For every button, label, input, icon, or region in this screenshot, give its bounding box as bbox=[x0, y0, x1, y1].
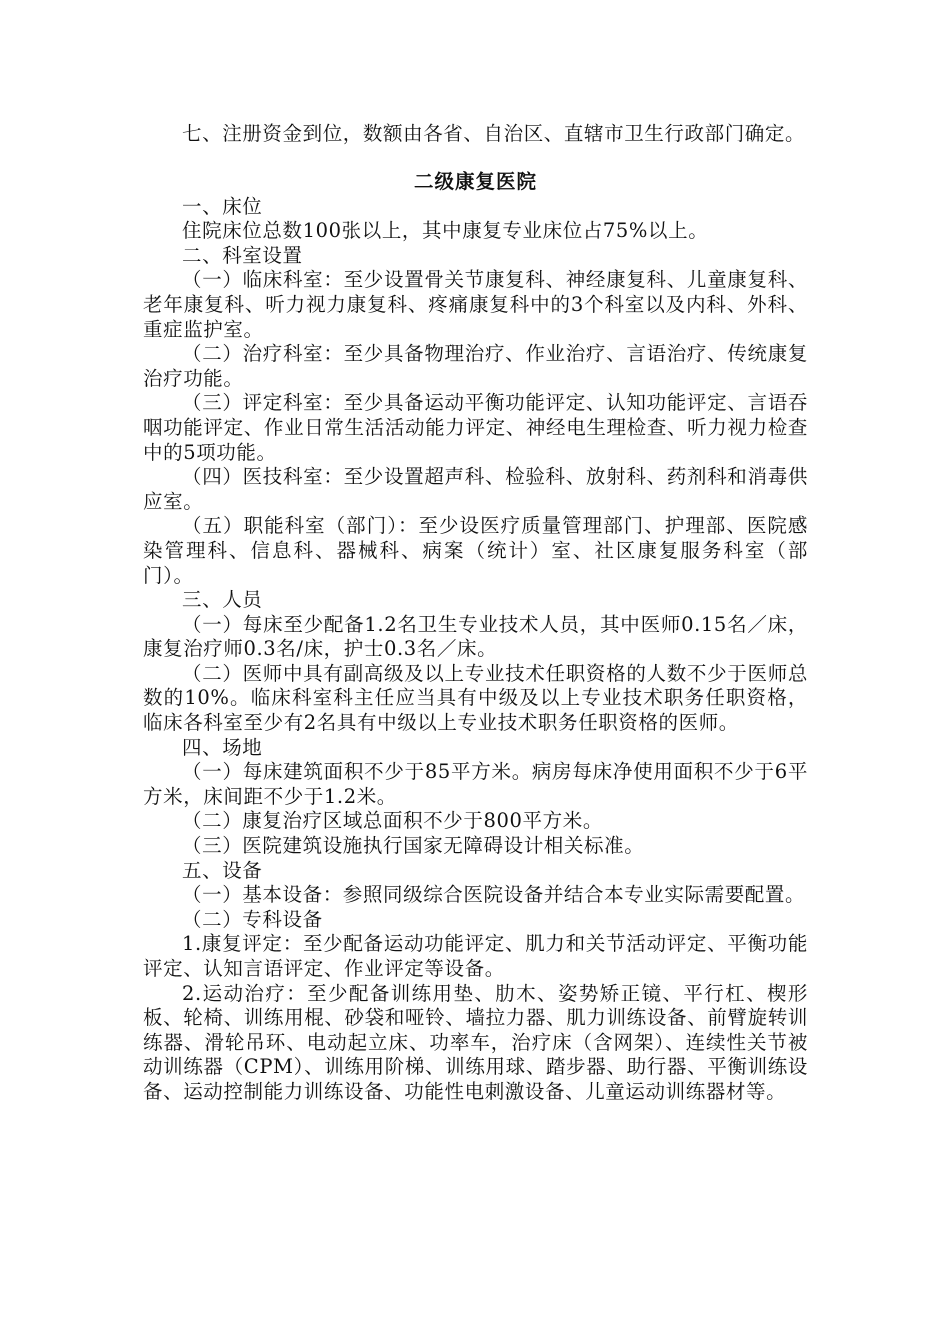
heading-equipment: 五、设备 bbox=[182, 858, 263, 882]
paragraph: （五）职能科室（部门）：至少设医疗质量管理部门、护理部、医院感染管理科、信息科、器械科、病案（统计）室、社区康复服务科室（部门）。 bbox=[143, 514, 808, 587]
paragraph: （一）每床建筑面积不少于85平方米。病房每床净使用面积不少于6平方米，床间距不少于1.2米。 bbox=[143, 760, 808, 808]
paragraph: （二）医师中具有副高级及以上专业技术任职资格的人数不少于医师总数的10%。临床科室科主任应当具有中级及以上专业技术职务任职资格，临床各科室至少有2名具有中级以上专业技术职务任职资格的医师。 bbox=[143, 661, 808, 735]
paragraph: （一）临床科室：至少设置骨关节康复科、神经康复科、儿童康复科、老年康复科、听力视力康复科、疼痛康复科中的3个科室以及内科、外科、重症监护室。 bbox=[143, 268, 808, 341]
heading-premises: 四、场地 bbox=[182, 735, 263, 759]
paragraph: 2.运动治疗：至少配备训练用垫、肋木、姿势矫正镜、平行杠、楔形板、轮椅、训练用棍、砂袋和哑铃、墙拉力器、肌力训练设备、前臂旋转训练器、滑轮吊环、电动起立床、功率车，治疗床（含网架）、连续性关节被动训练器（CPM）、训练用阶梯、训练用球、踏步器、助行器、平衡训练设备、运动控制能力训练设备、功能性电刺激设备、儿童运动训练器材等。 bbox=[143, 981, 808, 1103]
section-title: 二级康复医院 bbox=[413, 169, 537, 193]
paragraph: （四）医技科室：至少设置超声科、检验科、放射科、药剂科和消毒供应室。 bbox=[143, 465, 808, 513]
paragraph: （三）医院建筑设施执行国家无障碍设计相关标准。 bbox=[182, 834, 645, 858]
paragraph: （二）治疗科室：至少具备物理治疗、作业治疗、言语治疗、传统康复治疗功能。 bbox=[143, 342, 808, 390]
document-body bbox=[143, 122, 808, 1105]
heading-personnel: 三、人员 bbox=[182, 588, 263, 612]
paragraph: （三）评定科室：至少具备运动平衡功能评定、认知功能评定、言语吞咽功能评定、作业日常生活活动能力评定、神经电生理检查、听力视力检查中的5项功能。 bbox=[143, 391, 808, 464]
paragraph: （二）康复治疗区域总面积不少于800平方米。 bbox=[182, 809, 603, 833]
paragraph: （一）基本设备：参照同级综合医院设备并结合本专业实际需要配置。 bbox=[182, 883, 806, 907]
paragraph: 住院床位总数100张以上，其中康复专业床位占75%以上。 bbox=[182, 219, 709, 243]
paragraph: （二）专科设备 bbox=[182, 907, 323, 931]
heading-departments: 二、科室设置 bbox=[182, 243, 303, 267]
paragraph: 1.康复评定：至少配备运动功能评定、肌力和关节活动评定、平衡功能评定、认知言语评定、作业评定等设备。 bbox=[143, 932, 808, 980]
paragraph-registered-capital: 七、注册资金到位，数额由各省、自治区、直辖市卫生行政部门确定。 bbox=[182, 122, 806, 145]
heading-beds: 一、床位 bbox=[182, 194, 263, 218]
paragraph: （一）每床至少配备1.2名卫生专业技术人员，其中医师0.15名／床，康复治疗师0.3名/床，护士0.3名／床。 bbox=[143, 612, 808, 661]
